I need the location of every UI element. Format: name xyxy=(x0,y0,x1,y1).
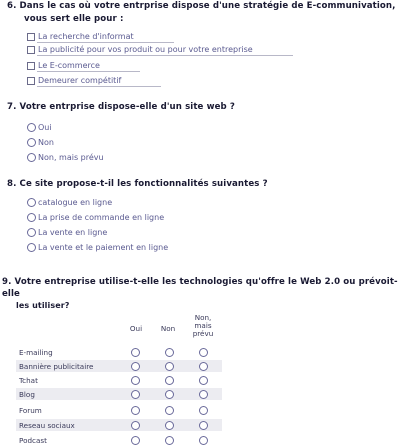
matrix-cell-non-mais-prevu[interactable] xyxy=(198,347,208,357)
matrix-cell-non-mais-prevu[interactable] xyxy=(198,361,208,371)
radio[interactable] xyxy=(165,436,174,445)
matrix-row-label: E-mailing xyxy=(19,347,53,357)
q7-option-2[interactable] xyxy=(27,151,104,164)
q6-option-0-checkbox[interactable] xyxy=(27,33,35,41)
q6-option-3[interactable] xyxy=(27,74,121,87)
radio[interactable] xyxy=(165,390,174,399)
q6-option-1-label: La publicité pour vos produit ou pour votre entreprise xyxy=(38,45,253,54)
q6-option-2-label: Le E-commerce xyxy=(38,61,100,70)
matrix-cell-non[interactable] xyxy=(164,347,174,357)
q6-option-2-checkbox[interactable] xyxy=(27,62,35,70)
matrix-row-forum xyxy=(16,404,222,416)
question-6-title-line2: vous sert elle pour : xyxy=(24,14,124,24)
matrix-row-label: Bannière publicitaire xyxy=(19,361,94,371)
radio[interactable] xyxy=(165,406,174,415)
matrix-cell-non[interactable] xyxy=(164,389,174,399)
radio[interactable] xyxy=(199,376,208,385)
radio[interactable] xyxy=(199,362,208,371)
matrix-cell-oui[interactable] xyxy=(130,435,140,445)
radio[interactable] xyxy=(165,376,174,385)
q7-option-2-label: Non, mais prévu xyxy=(38,153,104,162)
matrix-row-label: Blog xyxy=(19,389,35,399)
matrix-row-banniere xyxy=(16,360,222,372)
q7-option-0-label: Oui xyxy=(38,123,52,132)
radio[interactable] xyxy=(199,348,208,357)
q8-option-0-label: catalogue en ligne xyxy=(38,198,113,207)
q6-option-1-checkbox[interactable] xyxy=(27,46,35,54)
q7-option-2-radio[interactable] xyxy=(27,153,36,162)
matrix-header-non-mais-prevu: Non, mais prévu xyxy=(192,313,214,338)
radio[interactable] xyxy=(131,362,140,371)
matrix-cell-non[interactable] xyxy=(164,435,174,445)
matrix-row-label: Tchat xyxy=(19,375,38,385)
q7-option-1[interactable] xyxy=(27,136,54,149)
q7-option-1-radio[interactable] xyxy=(27,138,36,147)
q6-option-3-checkbox[interactable] xyxy=(27,77,35,85)
matrix-row-label: Forum xyxy=(19,405,42,415)
radio[interactable] xyxy=(199,390,208,399)
question-9-title-line2: les utiliser? xyxy=(16,301,70,310)
q8-option-0[interactable] xyxy=(27,196,112,209)
matrix-row-reseau-sociaux xyxy=(16,419,222,431)
matrix-cell-non-mais-prevu[interactable] xyxy=(198,375,208,385)
matrix-cell-non[interactable] xyxy=(164,375,174,385)
question-6-title-line1: 6. Dans le cas où votre entrprise dispose d'une stratégie de E-communivation, xyxy=(7,1,396,11)
matrix-row-emailing xyxy=(16,346,222,358)
radio[interactable] xyxy=(199,436,208,445)
q8-option-2-radio[interactable] xyxy=(27,228,36,237)
radio[interactable] xyxy=(165,362,174,371)
q8-option-1-label: La prise de commande en ligne xyxy=(38,213,165,222)
q8-option-1[interactable] xyxy=(27,211,164,224)
matrix-header-non: Non xyxy=(160,324,176,333)
matrix-cell-oui[interactable] xyxy=(130,361,140,371)
q7-option-0-radio[interactable] xyxy=(27,123,36,132)
question-8-title: 8. Ce site propose-t-il les fonctionnalités suivantes ? xyxy=(7,179,268,189)
q7-option-1-label: Non xyxy=(38,138,54,147)
matrix-row-label: Podcast xyxy=(19,435,47,445)
question-9-title-line1: 9. Votre entreprise utilise-t-elle les technologies qu'offre le Web 2.0 ou prévoit-elle xyxy=(2,277,398,299)
radio[interactable] xyxy=(165,348,174,357)
matrix-row-label: Reseau sociaux xyxy=(19,420,75,430)
q8-option-3-radio[interactable] xyxy=(27,243,36,252)
radio[interactable] xyxy=(131,406,140,415)
matrix-cell-non-mais-prevu[interactable] xyxy=(198,389,208,399)
q6-option-2[interactable] xyxy=(27,59,100,72)
matrix-cell-oui[interactable] xyxy=(130,375,140,385)
matrix-cell-oui[interactable] xyxy=(130,405,140,415)
matrix-row-tchat xyxy=(16,374,222,386)
radio[interactable] xyxy=(131,421,140,430)
matrix-cell-oui[interactable] xyxy=(130,347,140,357)
q6-option-1[interactable] xyxy=(27,43,253,56)
q8-option-2-label: La vente en ligne xyxy=(38,228,108,237)
matrix-cell-non-mais-prevu[interactable] xyxy=(198,420,208,430)
radio[interactable] xyxy=(131,436,140,445)
matrix-row-blog xyxy=(16,388,222,400)
matrix-cell-non-mais-prevu[interactable] xyxy=(198,405,208,415)
radio[interactable] xyxy=(131,390,140,399)
q6-option-0[interactable] xyxy=(27,30,134,43)
matrix-cell-non[interactable] xyxy=(164,420,174,430)
matrix-cell-oui[interactable] xyxy=(130,389,140,399)
q6-option-3-label: Demeurer compétitif xyxy=(38,76,122,85)
matrix-header-oui: Oui xyxy=(129,324,143,333)
matrix-cell-non[interactable] xyxy=(164,361,174,371)
radio[interactable] xyxy=(199,421,208,430)
q8-option-2[interactable] xyxy=(27,226,107,239)
q8-option-3-label: La vente et le paiement en ligne xyxy=(38,243,169,252)
matrix-cell-oui[interactable] xyxy=(130,420,140,430)
radio[interactable] xyxy=(131,348,140,357)
q8-option-3[interactable] xyxy=(27,241,168,254)
radio[interactable] xyxy=(165,421,174,430)
q8-option-1-radio[interactable] xyxy=(27,213,36,222)
q6-option-0-label: La recherche d'informat xyxy=(38,32,134,41)
radio[interactable] xyxy=(131,376,140,385)
question-7-title: 7. Votre entrprise dispose-elle d'un site web ? xyxy=(7,102,235,112)
matrix-cell-non-mais-prevu[interactable] xyxy=(198,435,208,445)
matrix-row-podcast xyxy=(16,434,222,446)
matrix-cell-non[interactable] xyxy=(164,405,174,415)
q8-option-0-radio[interactable] xyxy=(27,198,36,207)
q7-option-0[interactable] xyxy=(27,121,52,134)
radio[interactable] xyxy=(199,406,208,415)
